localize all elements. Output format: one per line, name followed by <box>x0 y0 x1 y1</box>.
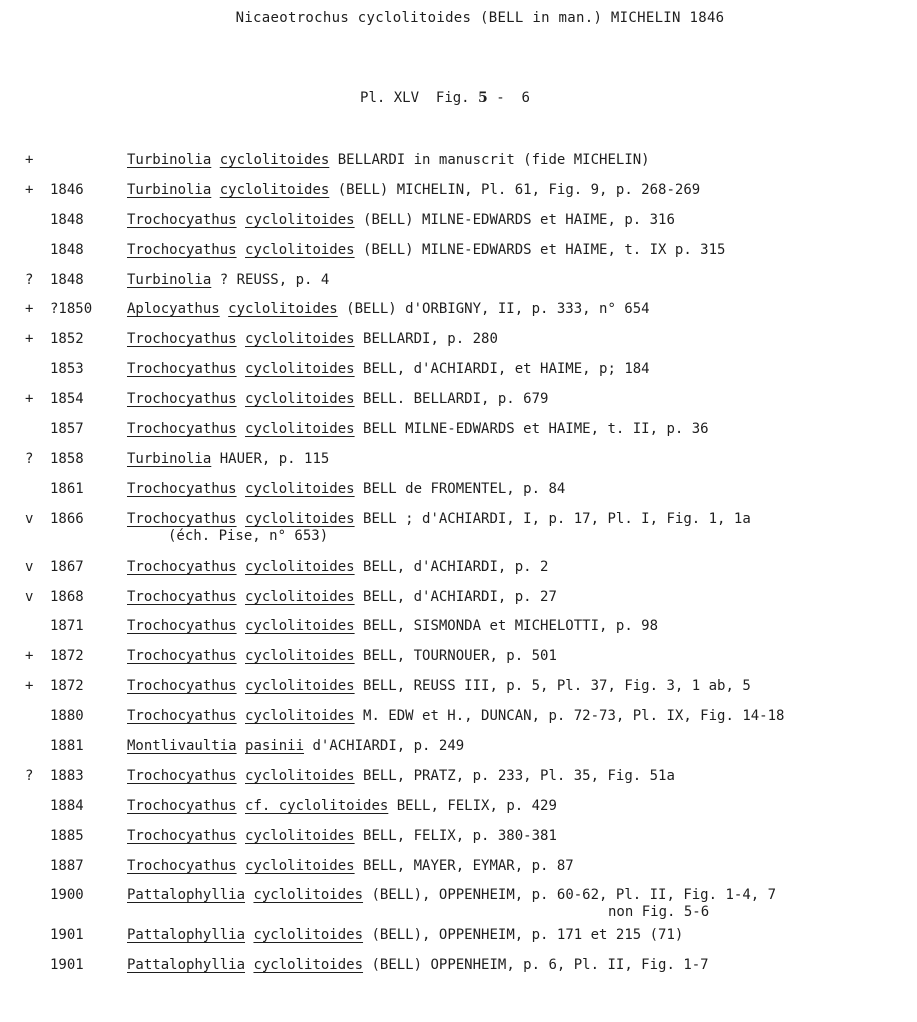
synonymy-entry <box>0 152 917 182</box>
entry-citation <box>127 738 464 754</box>
entry-genus: Trochocyathus <box>127 211 237 228</box>
plate-prefix: Pl. XLV Fig. <box>360 90 470 106</box>
entry-year: 1861 <box>50 480 84 497</box>
entry-year: 1880 <box>50 708 84 725</box>
synonymy-entry <box>0 481 917 511</box>
entry-reference: BELL MILNE-EDWARDS et HAIME, t. II, p. 36 <box>354 421 709 438</box>
entry-genus: Trochocyathus <box>127 361 237 378</box>
entry-status-mark: + <box>25 678 34 695</box>
entry-genus: Trochocyathus <box>127 857 237 874</box>
entry-species: cyclolitoides <box>245 648 355 665</box>
plate-handwritten-number: 5 <box>478 90 488 106</box>
entry-genus: Trochocyathus <box>127 331 237 348</box>
entry-reference: BELL ; d'ACHIARDI, I, p. 17, Pl. I, Fig. 1, 1a <box>354 510 751 527</box>
entry-year: 1867 <box>50 558 84 575</box>
entry-genus: Trochocyathus <box>127 797 237 814</box>
entry-year: 1872 <box>50 678 84 695</box>
entry-species: cyclolitoides <box>245 331 355 348</box>
entry-reference: BELLARDI in manuscrit (fide MICHELIN) <box>329 152 650 168</box>
entry-species: cyclolitoides <box>245 421 355 438</box>
entry-citation <box>127 828 557 844</box>
entry-year: 1871 <box>50 618 84 635</box>
entry-genus: Trochocyathus <box>127 618 237 635</box>
entry-year: 1848 <box>50 271 84 288</box>
entry-status-mark: + <box>25 391 34 408</box>
entry-status-mark: ? <box>25 271 34 288</box>
page-title: Nicaeotrochus cyclolitoides (BELL in man.) MICHELIN 1846 <box>235 10 725 26</box>
entry-citation <box>127 212 675 228</box>
plate-suffix: - 6 <box>496 90 530 106</box>
entry-citation <box>127 182 700 198</box>
entry-year: 1857 <box>50 421 84 438</box>
entry-year: 1883 <box>50 767 84 784</box>
synonymy-entry <box>0 957 917 987</box>
entry-citation <box>127 858 574 874</box>
synonymy-entry <box>0 182 917 212</box>
entry-citation <box>127 361 650 377</box>
entry-status-mark: v <box>25 588 34 605</box>
entry-reference: BELL, FELIX, p. 429 <box>388 797 557 814</box>
entry-citation <box>127 708 784 724</box>
synonymy-entry <box>0 798 917 828</box>
entry-year: 1852 <box>50 331 84 348</box>
entry-species: cyclolitoides <box>245 211 355 228</box>
entry-citation <box>127 242 725 258</box>
entry-reference: M. EDW et H., DUNCAN, p. 72-73, Pl. IX, Fig. 14-18 <box>354 708 785 725</box>
synonymy-entry <box>0 618 917 648</box>
entry-genus: Pattalophyllia <box>127 957 246 974</box>
entry-year: 1901 <box>50 957 84 974</box>
entry-year: 1858 <box>50 450 84 467</box>
entry-year: 1866 <box>50 510 84 527</box>
entry-citation <box>127 331 498 347</box>
entry-reference: BELL, d'ACHIARDI, p. 27 <box>354 588 557 605</box>
entry-reference: (BELL) MILNE-EDWARDS et HAIME, t. IX p. 315 <box>354 241 726 258</box>
synonymy-entry <box>0 589 917 619</box>
synonymy-list <box>0 152 917 987</box>
entry-genus: Trochocyathus <box>127 588 237 605</box>
entry-species: cyclolitoides <box>253 957 364 974</box>
synonymy-entry <box>0 828 917 858</box>
entry-citation <box>127 391 548 407</box>
entry-genus: Trochocyathus <box>127 480 237 497</box>
entry-species: cyclolitoides <box>245 480 355 497</box>
synonymy-entry <box>0 421 917 451</box>
entry-status-mark: + <box>25 301 34 318</box>
entry-species: pasinii <box>245 738 305 755</box>
synonymy-entry <box>0 858 917 888</box>
entry-citation <box>127 768 675 784</box>
entry-reference: d'ACHIARDI, p. 249 <box>304 738 465 755</box>
entry-species: cyclolitoides <box>228 301 338 318</box>
synonymy-entry <box>0 738 917 768</box>
entry-year: 1848 <box>50 241 84 258</box>
entry-note: non Fig. 5-6 <box>608 904 710 921</box>
entry-genus: Aplocyathus <box>127 301 220 318</box>
entry-species: cyclolitoides <box>245 241 355 258</box>
synonymy-entry <box>0 331 917 361</box>
entry-citation <box>127 618 658 634</box>
entry-status-mark: + <box>25 648 34 665</box>
entry-species: cyclolitoides <box>245 767 355 784</box>
entry-citation <box>127 648 557 664</box>
entry-species: cyclolitoides <box>253 927 364 944</box>
entry-year: 1885 <box>50 827 84 844</box>
entry-reference: (BELL) MILNE-EDWARDS et HAIME, p. 316 <box>354 211 675 228</box>
entry-year: 1900 <box>50 887 84 904</box>
entry-species: cyclolitoides <box>219 152 330 168</box>
synonymy-entry <box>0 768 917 798</box>
synonymy-entry <box>0 451 917 481</box>
entry-year: 1854 <box>50 391 84 408</box>
synonymy-entry <box>0 301 917 331</box>
entry-year: 1868 <box>50 588 84 605</box>
entry-species: cyclolitoides <box>245 708 355 725</box>
entry-species: cyclolitoides <box>245 618 355 635</box>
synonymy-entry <box>0 648 917 678</box>
entry-citation <box>127 511 751 527</box>
entry-reference: (BELL), OPPENHEIM, p. 60-62, Pl. II, Fig. 1-4, 7 <box>363 887 777 904</box>
entry-reference: BELL, FELIX, p. 380-381 <box>354 827 557 844</box>
entry-species: cyclolitoides <box>245 678 355 695</box>
entry-citation <box>127 798 557 814</box>
entry-genus: Trochocyathus <box>127 421 237 438</box>
entry-genus: Turbinolia <box>127 450 212 467</box>
entry-status-mark: + <box>25 331 34 348</box>
entry-reference: (BELL), OPPENHEIM, p. 171 et 215 (71) <box>363 927 684 944</box>
entry-genus: Trochocyathus <box>127 678 237 695</box>
entry-status-mark: v <box>25 558 34 575</box>
entry-reference: HAUER, p. 115 <box>211 450 330 467</box>
entry-genus: Trochocyathus <box>127 708 237 725</box>
entry-status-mark: ? <box>25 767 34 784</box>
entry-reference: BELL, REUSS III, p. 5, Pl. 37, Fig. 3, 1 ab, 5 <box>354 678 751 695</box>
entry-genus: Trochocyathus <box>127 648 237 665</box>
entry-year: 1872 <box>50 648 84 665</box>
entry-reference: (BELL) MICHELIN, Pl. 61, Fig. 9, p. 268-269 <box>329 181 701 198</box>
entry-year: 1881 <box>50 738 84 755</box>
entry-species: cf. cyclolitoides <box>245 797 389 814</box>
entry-citation <box>127 589 557 605</box>
synonymy-entry <box>0 927 917 957</box>
entry-citation <box>127 152 650 168</box>
entry-genus: Trochocyathus <box>127 391 237 408</box>
entry-genus: Montlivaultia <box>127 738 237 755</box>
entry-reference: ? REUSS, p. 4 <box>211 271 330 288</box>
entry-reference: BELL. BELLARDI, p. 679 <box>354 391 549 408</box>
entry-species: cyclolitoides <box>245 391 355 408</box>
entry-citation <box>127 272 329 288</box>
entry-reference: BELL de FROMENTEL, p. 84 <box>354 480 566 497</box>
entry-species: cyclolitoides <box>245 588 355 605</box>
entry-citation <box>127 887 776 903</box>
entry-genus: Trochocyathus <box>127 510 237 527</box>
entry-citation <box>127 421 709 437</box>
entry-citation <box>127 451 329 467</box>
entry-status-mark: ? <box>25 450 34 467</box>
entry-citation <box>127 481 565 497</box>
entry-reference: BELLARDI, p. 280 <box>354 331 498 348</box>
entry-reference: BELL, SISMONDA et MICHELOTTI, p. 98 <box>354 618 659 635</box>
entry-genus: Turbinolia <box>127 152 212 168</box>
entry-genus: Pattalophyllia <box>127 887 246 904</box>
synonymy-entry <box>0 212 917 242</box>
entry-genus: Turbinolia <box>127 271 212 288</box>
entry-citation <box>127 301 650 317</box>
entry-reference: BELL, TOURNOUER, p. 501 <box>354 648 557 665</box>
entry-citation <box>127 957 709 973</box>
entry-species: cyclolitoides <box>245 510 355 527</box>
entry-reference: (BELL) OPPENHEIM, p. 6, Pl. II, Fig. 1-7 <box>363 957 709 974</box>
entry-year: 1848 <box>50 211 84 228</box>
entry-reference: BELL, d'ACHIARDI, p. 2 <box>354 558 549 575</box>
synonymy-entry <box>0 511 917 559</box>
synonymy-entry <box>0 272 917 302</box>
entry-species: cyclolitoides <box>245 827 355 844</box>
entry-year: ?1850 <box>50 301 93 318</box>
entry-citation <box>127 559 548 575</box>
entry-genus: Trochocyathus <box>127 241 237 258</box>
entry-genus: Trochocyathus <box>127 767 237 784</box>
entry-note: (éch. Pise, n° 653) <box>168 527 329 544</box>
synonymy-entry <box>0 391 917 421</box>
entry-reference: BELL, MAYER, EYMAR, p. 87 <box>354 857 574 874</box>
entry-species: cyclolitoides <box>245 361 355 378</box>
entry-year: 1853 <box>50 361 84 378</box>
synonymy-entry <box>0 559 917 589</box>
entry-species: cyclolitoides <box>245 558 355 575</box>
entry-year: 1887 <box>50 857 84 874</box>
entry-genus: Turbinolia <box>127 181 212 198</box>
entry-reference: BELL, PRATZ, p. 233, Pl. 35, Fig. 51a <box>354 767 675 784</box>
entry-species: cyclolitoides <box>253 887 364 904</box>
entry-genus: Trochocyathus <box>127 558 237 575</box>
entry-citation <box>127 927 683 943</box>
synonymy-entry <box>0 708 917 738</box>
entry-year: 1901 <box>50 927 84 944</box>
entry-year: 1846 <box>50 181 84 198</box>
entry-status-mark: v <box>25 510 34 527</box>
entry-species: cyclolitoides <box>219 181 330 198</box>
synonymy-entry <box>0 361 917 391</box>
entry-genus: Pattalophyllia <box>127 927 246 944</box>
entry-year: 1884 <box>50 797 84 814</box>
entry-species: cyclolitoides <box>245 857 355 874</box>
synonymy-entry <box>0 678 917 708</box>
entry-status-mark: + <box>25 181 34 198</box>
synonymy-entry <box>0 887 917 927</box>
entry-reference: BELL, d'ACHIARDI, et HAIME, p; 184 <box>354 361 650 378</box>
entry-status-mark: + <box>25 152 34 168</box>
plate-reference <box>0 90 890 106</box>
entry-genus: Trochocyathus <box>127 827 237 844</box>
entry-reference: (BELL) d'ORBIGNY, II, p. 333, n° 654 <box>337 301 650 318</box>
entry-citation <box>127 678 751 694</box>
synonymy-entry <box>0 242 917 272</box>
